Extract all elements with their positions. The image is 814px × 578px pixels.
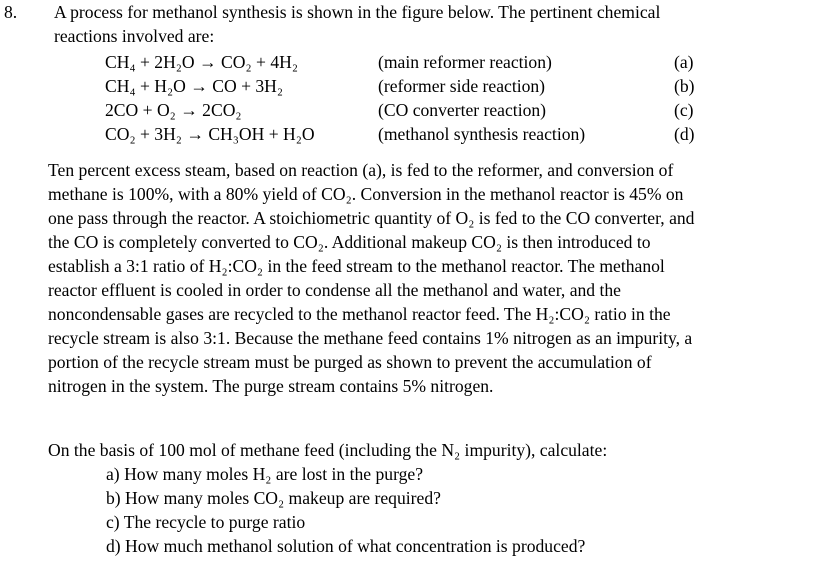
reaction-description: (main reformer reaction) (378, 52, 552, 72)
question-item: a) How many moles H₂ are lost in the purge? (106, 464, 424, 484)
reaction-description: (CO converter reaction) (378, 100, 547, 120)
intro-line-2: reactions involved are: (54, 26, 215, 46)
reaction-label: (d) (674, 124, 695, 144)
question-item: c) The recycle to purge ratio (106, 512, 306, 532)
reaction-label: (a) (674, 52, 694, 72)
paragraph-line: Ten percent excess steam, based on reaction (a), is fed to the reformer, and conversion of (48, 160, 674, 180)
reaction-equation: CH₄ + H₂O → CO + 3H₂ (105, 76, 284, 96)
paragraph-line: noncondensable gases are recycled to the methanol reactor feed. The H₂:CO₂ ratio in the (48, 304, 671, 324)
reaction-description: (methanol synthesis reaction) (378, 124, 586, 144)
paragraph-line: the CO is completely converted to CO₂. Additional makeup CO₂ is then introduced to (48, 232, 651, 252)
paragraph-line: one pass through the reactor. A stoichiometric quantity of O₂ is fed to the CO converter, and (48, 208, 695, 228)
reaction-equation: CO₂ + 3H₂ → CH₃OH + H₂O (105, 124, 315, 144)
problem-number: 8. (4, 2, 18, 22)
reaction-equation: 2CO + O₂ → 2CO₂ (105, 100, 242, 120)
problem-paragraph (48, 158, 798, 398)
question-item: b) How many moles CO₂ makeup are required? (106, 488, 441, 508)
paragraph-line: nitrogen in the system. The purge stream contains 5% nitrogen. (48, 376, 494, 396)
reaction-row (105, 50, 805, 74)
reaction-equation: CH₄ + 2H₂O → CO₂ + 4H₂ (105, 52, 298, 72)
reaction-row (105, 122, 805, 146)
basis-statement: On the basis of 100 mol of methane feed (including the N₂ impurity), calculate: (48, 440, 608, 460)
paragraph-line: methane is 100%, with a 80% yield of CO₂. Conversion in the methanol reactor is 45% on (48, 184, 684, 204)
paragraph-line: establish a 3:1 ratio of H₂:CO₂ in the feed stream to the methanol reactor. The methanol (48, 256, 665, 276)
reaction-row (105, 98, 805, 122)
reaction-label: (c) (674, 100, 694, 120)
question-item: d) How much methanol solution of what concentration is produced? (106, 536, 586, 556)
paragraph-line: portion of the recycle stream must be purged as shown to prevent the accumulation of (48, 352, 652, 372)
intro-line-1: A process for methanol synthesis is shown in the figure below. The pertinent chemical (54, 2, 661, 22)
reaction-row (105, 74, 805, 98)
reaction-label: (b) (674, 76, 695, 96)
paragraph-line: reactor effluent is cooled in order to condense all the methanol and water, and the (48, 280, 621, 300)
reaction-description: (reformer side reaction) (378, 76, 546, 96)
paragraph-line: recycle stream is also 3:1. Because the methane feed contains 1% nitrogen as an impurity, a (48, 328, 693, 348)
